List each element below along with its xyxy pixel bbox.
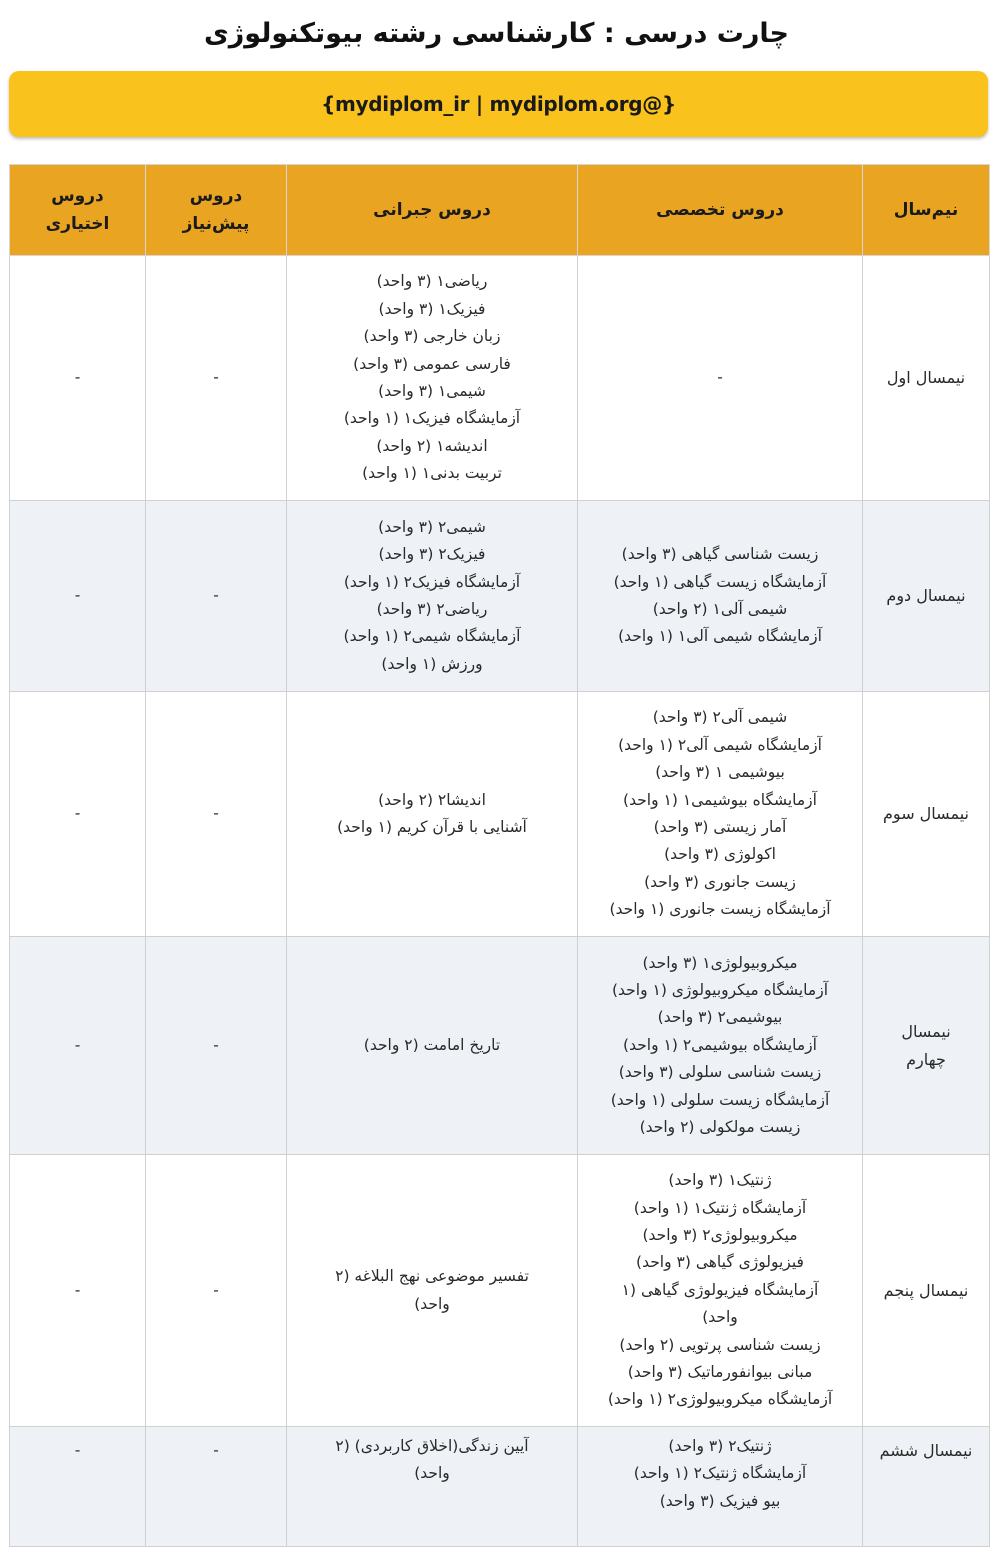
- header-prerequisite-line2: پیش‌نیاز: [182, 214, 250, 234]
- compensatory-cell: [287, 1427, 578, 1547]
- semester-cell: نیمسال سوم: [863, 692, 990, 937]
- course-item: فیزیک۱ (۳ واحد): [378, 299, 486, 318]
- course-item: آزمایشگاه بیوشیمی۲ (۱ واحد): [623, 1035, 817, 1054]
- course-item: آزمایشگاه زیست گیاهی (۱ واحد): [613, 572, 827, 591]
- course-item: اکولوژی (۳ واحد): [664, 845, 776, 864]
- course-item: شیمی۲ (۳ واحد): [378, 517, 486, 536]
- course-item: ورزش (۱ واحد): [381, 654, 483, 673]
- course-item: زیست جانوری (۳ واحد): [644, 872, 796, 891]
- specialized-cell: [578, 937, 863, 1155]
- elective-cell: -: [10, 1155, 146, 1427]
- course-item: شیمی۱ (۳ واحد): [378, 382, 486, 400]
- compensatory-cell: [287, 501, 578, 692]
- course-item: ژنتیک۱ (۳ واحد): [668, 1171, 772, 1190]
- page-title: چارت درسی : کارشناسی رشته بیوتکنولوژی: [203, 18, 790, 49]
- compensatory-cell: [287, 1155, 578, 1427]
- specialized-cell: [578, 501, 863, 692]
- prerequisite-cell: -: [146, 1155, 287, 1427]
- semester-cell: نیمسال دوم: [863, 501, 990, 692]
- table-row: [10, 501, 990, 692]
- course-item: تفسیر موضوعی نهج البلاغه (۲: [335, 1267, 529, 1286]
- course-item: زیست شناسی سلولی (۳ واحد): [618, 1063, 822, 1082]
- elective-cell: -: [10, 692, 146, 937]
- course-item: زیست شناسی پرتویی (۲ واحد): [619, 1335, 821, 1354]
- course-item: اندیشا۲ (۲ واحد): [378, 790, 486, 809]
- semester-cell: نیمسال ششم: [863, 1427, 990, 1547]
- header-compensatory: دروس جبرانی: [287, 165, 578, 256]
- elective-cell: -: [10, 501, 146, 692]
- prerequisite-cell: -: [146, 1427, 287, 1547]
- course-item: آزمایشگاه شیمی آلی۱ (۱ واحد): [618, 627, 822, 646]
- curriculum-table: [9, 164, 990, 1547]
- specialized-cell: [578, 1427, 863, 1547]
- course-item: آزمایشگاه شیمی آلی۲ (۱ واحد): [618, 735, 822, 754]
- header-semester: نیم‌سال: [863, 165, 990, 256]
- header-elective: [10, 165, 146, 256]
- course-item: تربیت بدنی۱ (۱ واحد): [362, 464, 502, 483]
- course-item: -: [717, 368, 723, 387]
- course-item: آزمایشگاه ژنتیک۱ (۱ واحد): [633, 1198, 807, 1217]
- header-prerequisite: [146, 165, 287, 256]
- course-item: میکروبیولوژی۲ (۳ واحد): [642, 1225, 798, 1244]
- course-item: آزمایشگاه ژنتیک۲ (۱ واحد): [633, 1464, 807, 1483]
- course-item: واحد): [702, 1308, 738, 1327]
- semester-line1: نیمسال: [901, 1022, 951, 1042]
- course-item: میکروبیولوژی۱ (۳ واحد): [642, 953, 798, 972]
- compensatory-cell: [287, 937, 578, 1155]
- course-item: تاریخ امامت (۲ واحد): [363, 1035, 501, 1054]
- table-header-row: [10, 165, 990, 256]
- course-item: بیوشیمی ۱ (۳ واحد): [655, 763, 785, 782]
- course-item: فیزیک۲ (۳ واحد): [378, 545, 486, 564]
- course-item: آزمایشگاه بیوشیمی۱ (۱ واحد): [623, 790, 817, 809]
- specialized-cell: [578, 256, 863, 501]
- elective-cell: -: [10, 937, 146, 1155]
- course-item: واحد): [414, 1464, 450, 1483]
- table-row: [10, 937, 990, 1155]
- course-item: آشنایی با قرآن کریم (۱ واحد): [337, 818, 527, 836]
- prerequisite-cell: -: [146, 692, 287, 937]
- semester-cell: نیمسال اول: [863, 256, 990, 501]
- elective-cell: -: [10, 256, 146, 501]
- course-item: اندیشه۱ (۲ واحد): [376, 436, 488, 455]
- course-item: آزمایشگاه شیمی۲ (۱ واحد): [343, 627, 521, 646]
- course-item: زبان خارجی (۳ واحد): [363, 327, 501, 346]
- social-banner: [9, 71, 988, 137]
- course-item: مبانی بیوانفورماتیک (۳ واحد): [627, 1363, 813, 1382]
- compensatory-cell: [287, 256, 578, 501]
- table-row: [10, 256, 990, 501]
- table-row: [10, 1427, 990, 1547]
- course-item: شیمی آلی۱ (۲ واحد): [652, 600, 788, 618]
- course-item: ریاضی۲ (۳ واحد): [376, 600, 488, 618]
- banner-text: {mydiplom_ir | mydiplom.org@}: [321, 92, 676, 116]
- semester-cell: نیمسال پنجم: [863, 1155, 990, 1427]
- specialized-cell: [578, 692, 863, 937]
- course-item: ژنتیک۲ (۳ واحد): [668, 1437, 772, 1455]
- course-item: زیست شناسی گیاهی (۳ واحد): [621, 545, 819, 564]
- prerequisite-cell: -: [146, 937, 287, 1155]
- header-prerequisite-line1: دروس: [189, 186, 243, 206]
- table-row: [10, 1155, 990, 1427]
- header-elective-line2: اختیاری: [45, 214, 110, 234]
- course-item: آزمایشگاه فیزیولوژی گیاهی (۱: [621, 1280, 819, 1299]
- course-item: واحد): [414, 1294, 450, 1313]
- semester-cell: [863, 937, 990, 1155]
- compensatory-cell: [287, 692, 578, 937]
- course-item: فارسی عمومی (۳ واحد): [353, 354, 511, 373]
- header-specialized: دروس تخصصی: [578, 165, 863, 256]
- course-item: آزمایشگاه فیزیک۱ (۱ واحد): [343, 409, 521, 428]
- specialized-cell: [578, 1155, 863, 1427]
- course-item: بیوشیمی۲ (۳ واحد): [657, 1008, 783, 1027]
- course-item: آزمایشگاه زیست جانوری (۱ واحد): [609, 900, 831, 919]
- course-item: شیمی آلی۲ (۳ واحد): [652, 708, 788, 727]
- course-item: آزمایشگاه میکروبیولوژی (۱ واحد): [612, 980, 828, 999]
- course-item: آزمایشگاه زیست سلولی (۱ واحد): [610, 1090, 830, 1109]
- course-item: بیو فیزیک (۳ واحد): [659, 1491, 781, 1510]
- course-item: ریاضی۱ (۳ واحد): [376, 272, 488, 291]
- course-item: آمار زیستی (۳ واحد): [653, 818, 787, 836]
- course-item: آزمایشگاه فیزیک۲ (۱ واحد): [343, 572, 521, 591]
- prerequisite-cell: -: [146, 256, 287, 501]
- prerequisite-cell: -: [146, 501, 287, 692]
- course-item: آزمایشگاه میکروبیولوژی۲ (۱ واحد): [607, 1390, 833, 1409]
- elective-cell: -: [10, 1427, 146, 1547]
- table-row: [10, 692, 990, 937]
- course-item: آیین زندگی(اخلاق کاربردی) (۲: [335, 1437, 529, 1455]
- semester-line2: چهارم: [906, 1049, 946, 1069]
- header-elective-line1: دروس: [51, 186, 104, 206]
- course-item: زیست مولکولی (۲ واحد): [639, 1118, 801, 1137]
- course-item: فیزیولوژی گیاهی (۳ واحد): [636, 1253, 804, 1272]
